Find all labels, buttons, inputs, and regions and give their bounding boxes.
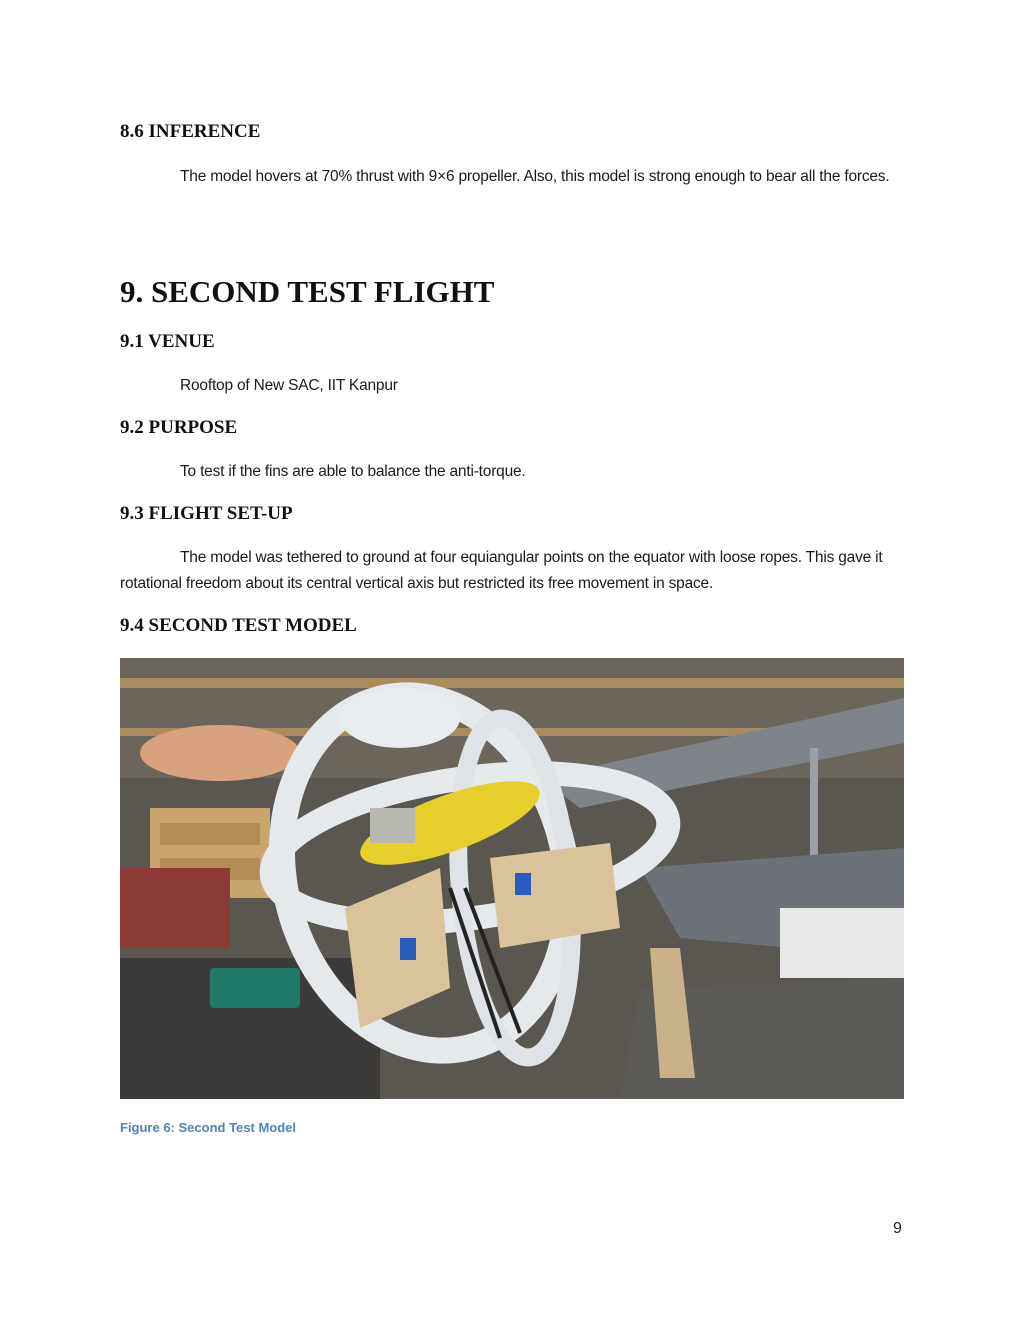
page-number: 9	[893, 1220, 902, 1237]
section-heading-9-2: 9.2 PURPOSE	[120, 417, 238, 438]
paragraph-venue: Rooftop of New SAC, IIT Kanpur	[180, 377, 398, 394]
section-heading-9-1: 9.1 VENUE	[120, 331, 215, 352]
section-heading-8-6: 8.6 INFERENCE	[120, 121, 261, 142]
chapter-heading-9: 9. SECOND TEST FLIGHT	[120, 274, 495, 309]
section-heading-9-3: 9.3 FLIGHT SET-UP	[120, 503, 293, 524]
paragraph-purpose: To test if the fins are able to balance the anti-torque.	[180, 463, 526, 480]
photo-illustration	[120, 658, 904, 1099]
paragraph-flight-setup: The model was tethered to ground at four equiangular points on the equator with loose ropes. This gave it rotational freedom about its central vertical axis but restricted its free movement in space.	[120, 549, 883, 592]
paragraph-inference: The model hovers at 70% thrust with 9×6 propeller. Also, this model is strong enough to bear all the forces.	[180, 168, 890, 185]
figure-caption: Figure 6: Second Test Model	[120, 1120, 297, 1135]
figure-photo-second-test-model	[120, 658, 904, 1099]
section-heading-9-4: 9.4 SECOND TEST MODEL	[120, 615, 357, 636]
